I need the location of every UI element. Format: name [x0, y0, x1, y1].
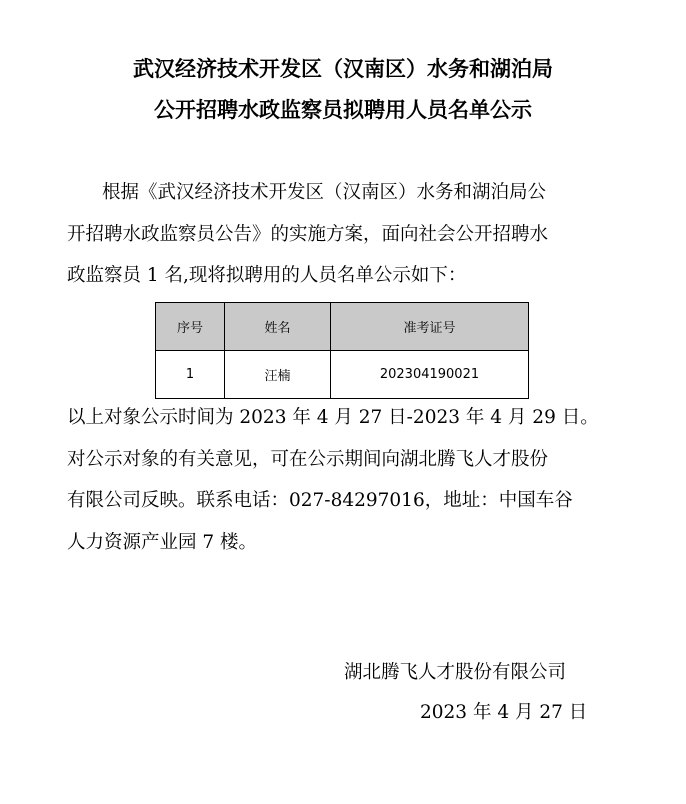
notice-line: 人力资源产业园 7 楼。: [67, 531, 258, 553]
table-header-row: [156, 303, 529, 351]
candidate-table: [155, 302, 529, 399]
notice-line: 有限公司反映。联系电话：027-84297016，地址：中国车谷: [67, 490, 573, 511]
cell-name: 汪楠: [225, 351, 331, 399]
notice-paragraph: [67, 397, 619, 563]
table-row: [156, 351, 529, 399]
document-title-line-1: 武汉经济技术开发区（汉南区）水务和湖泊局: [133, 57, 553, 81]
intro-line: 政监察员 1 名,现将拟聘用的人员名单公示如下：: [67, 265, 467, 286]
intro-paragraph: [67, 172, 619, 297]
notice-line: 以上对象公示时间为 2023 年 4 月 27 日-2023 年 4 月 29 日。: [67, 407, 599, 428]
cell-serial-number: 1: [156, 351, 225, 399]
cell-exam-ticket-number: 202304190021: [331, 351, 529, 399]
notice-line: 对公示对象的有关意见，可在公示期间向湖北腾飞人才股份: [67, 448, 549, 470]
intro-line: 根据《武汉经济技术开发区（汉南区）水务和湖泊局公: [102, 182, 547, 203]
intro-line: 开招聘水政监察员公告》的实施方案，面向社会公开招聘水: [67, 223, 549, 245]
header-name: 姓名: [225, 303, 331, 351]
header-exam-ticket-number: 准考证号: [331, 303, 529, 351]
signature-date: 2023 年 4 月 27 日: [420, 702, 588, 723]
document-title-line-2: 公开招聘水政监察员拟聘用人员名单公示: [154, 98, 532, 122]
signature-organization: 湖北腾飞人才股份有限公司: [344, 662, 567, 683]
header-serial-number: 序号: [156, 303, 225, 351]
